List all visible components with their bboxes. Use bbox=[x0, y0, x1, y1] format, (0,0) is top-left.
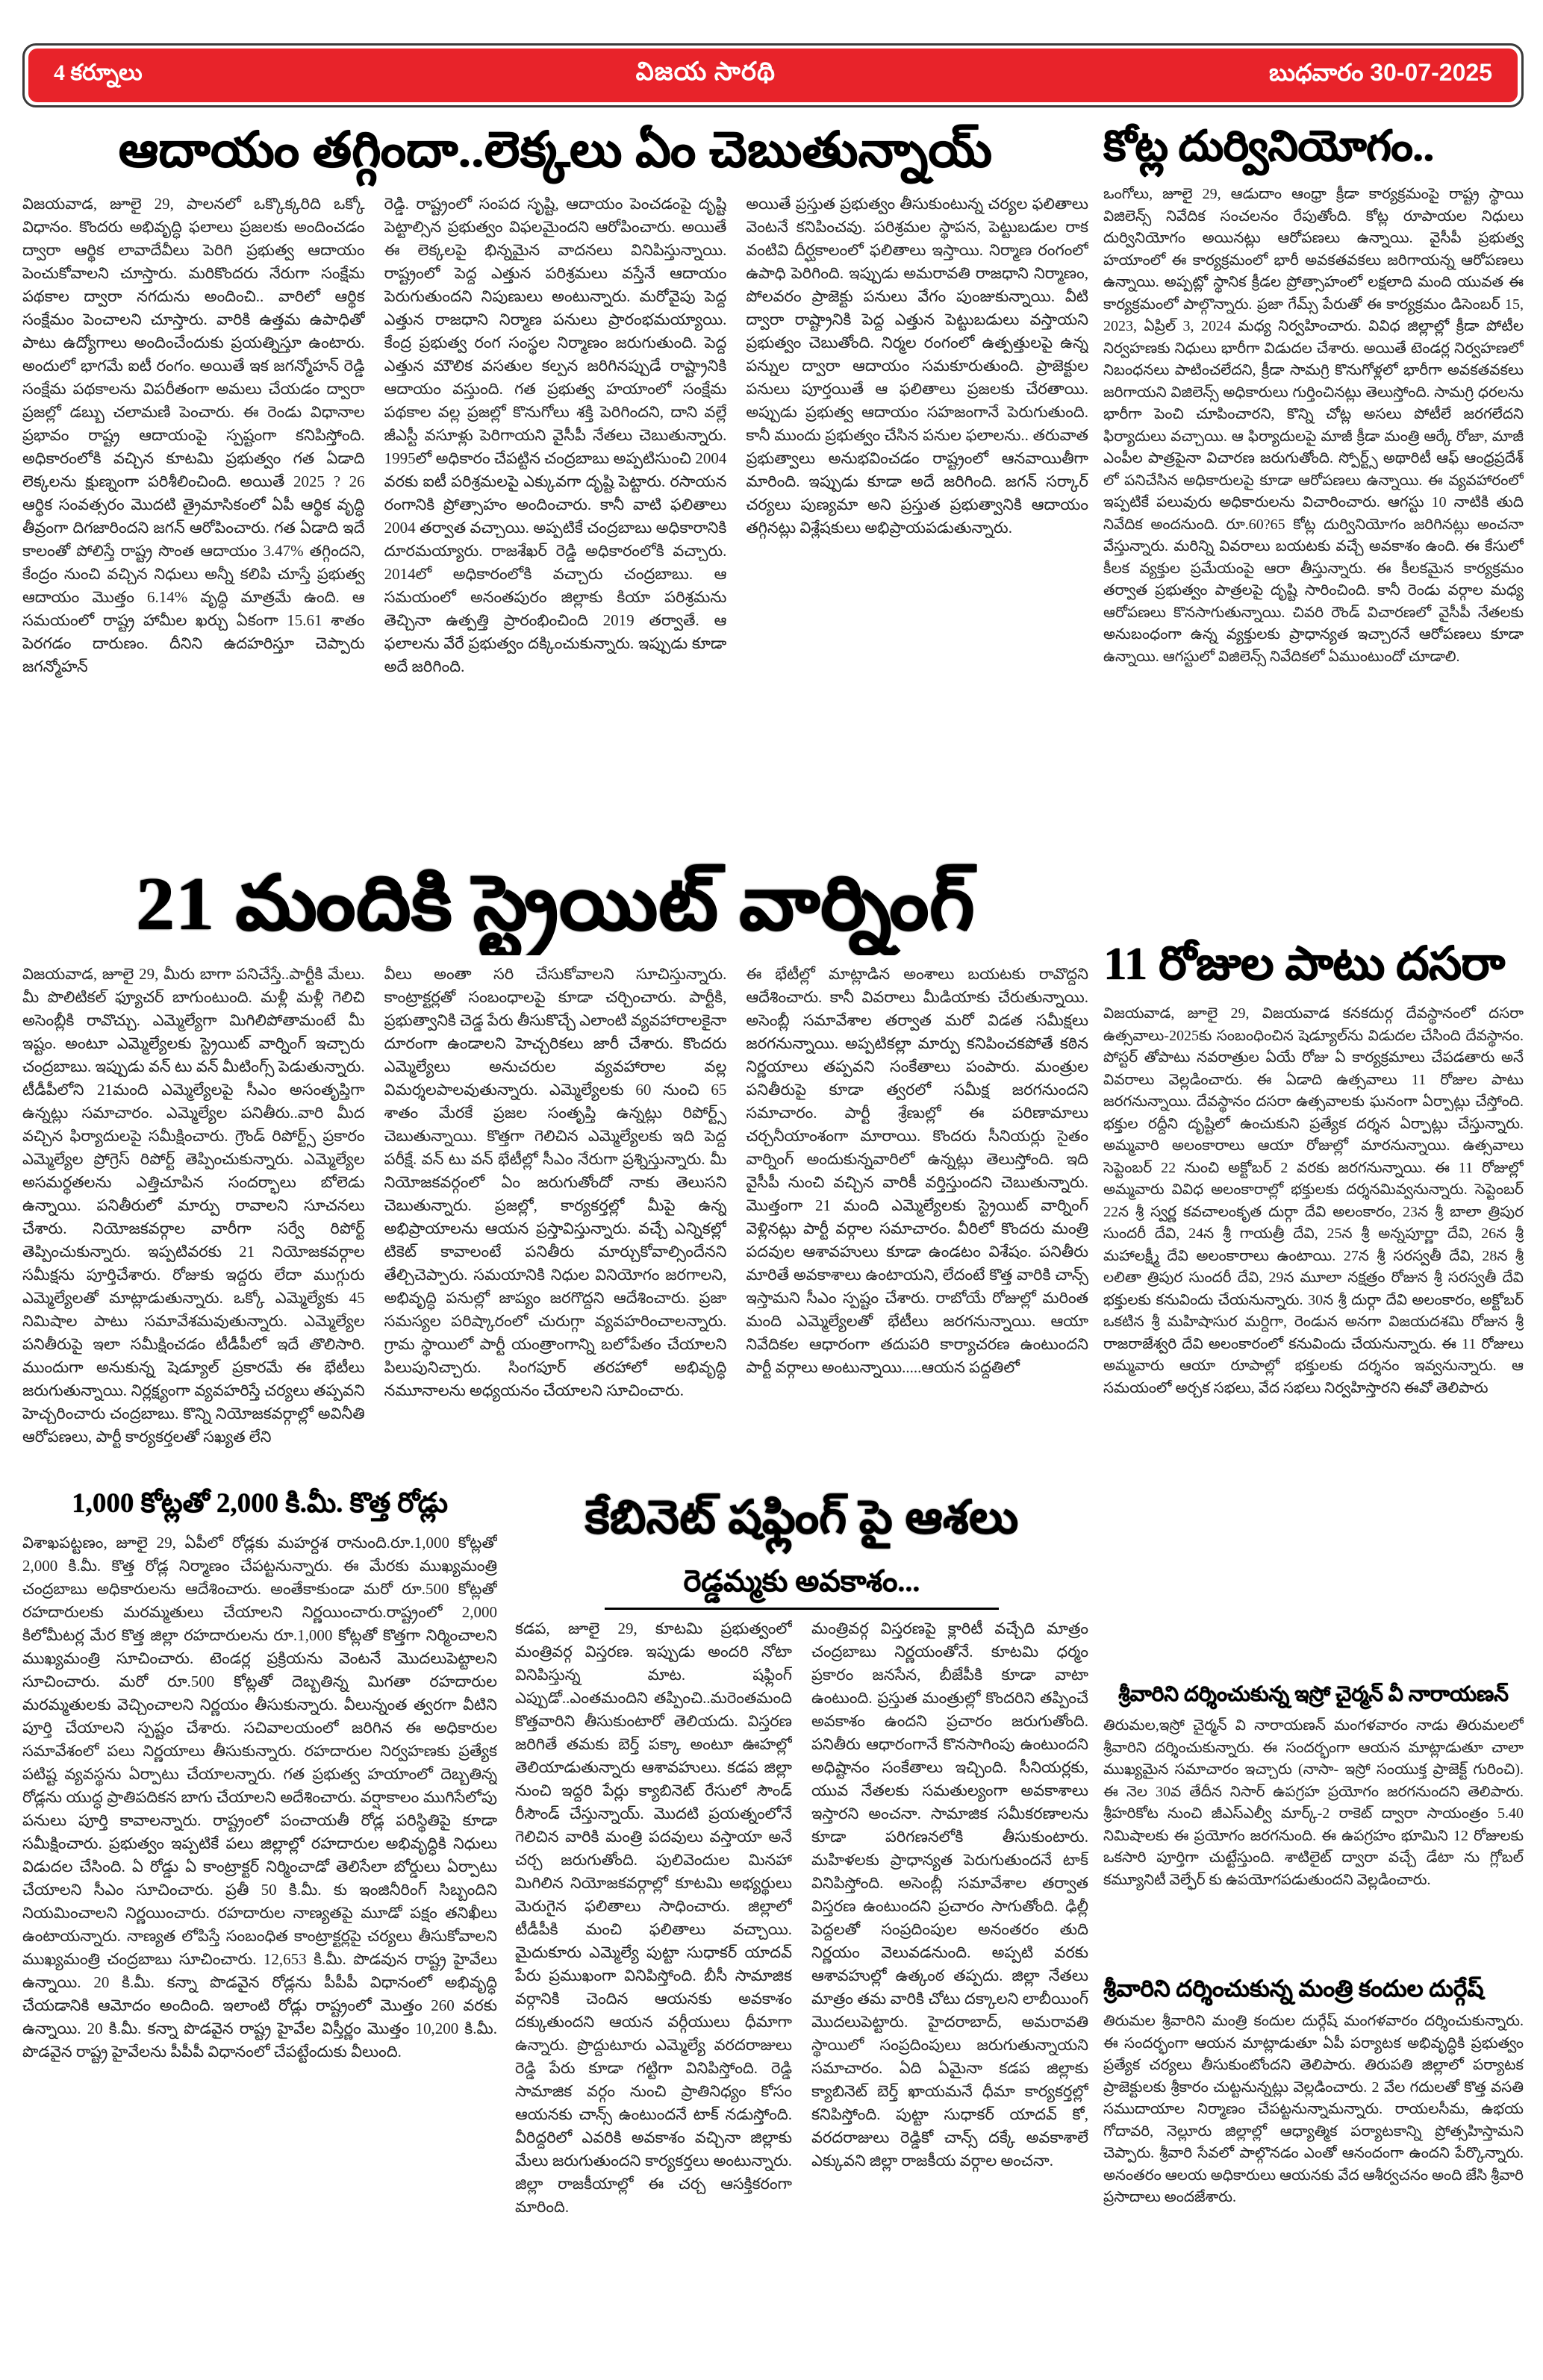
article-cabinet bbox=[515, 1479, 1088, 2343]
income-column-1: విజయవాడ, జూలై 29, పాలనలో ఒక్కొక్కరిది ఒక్కో విధానం. కొందరు అభివృద్ధి ఫలాలు ప్రజలకు అందించడం ద్వారా ఆర్థిక లావాదేవీలు పెరిగి ప్రభుత్వ ఆదాయం పెంచుకోవాలని చూస్తారు. మరికొందరు నేరుగా సంక్షేమ పథకాల ద్వారా నగదును అందించి.. వారిలో ఆర్థిక సంక్షేమం పెంచాలని చూస్తారు. వారికి ఉత్తమ ఉపాధితో పాటు ఉద్యోగాలు అందించేందుకు ప్రయత్నిస్తూ ఉంటారు. అందులో భాగమే ఐటీ రంగం. అయితే ఇక జగన్మోహన్ రెడ్డి సంక్షేమ పథకాలను విపరీతంగా అమలు చేయడం ద్వారా ప్రజల్లో డబ్బు చలామణి పెంచారు. ఈ రెండు విధానాల ప్రభావం రాష్ట్ర ఆదాయంపై స్పష్టంగా కనిపిస్తోంది. అధికారంలోకి వచ్చిన కూటమి ప్రభుత్వం గత ఏడాది లెక్కలను క్షుణ్నంగా పరిశీలించింది. అయితే 2025 ? 26 ఆర్థిక సంవత్సరం మొదటి త్రైమాసికంలో ఏపీ ఆర్థిక వృద్ధి తీవ్రంగా దిగజారిందని జగన్ ఆరోపించారు. గత ఏడాది ఇదే కాలంతో పోలిస్తే రాష్ట్ర సొంత ఆదాయం 3.47% తగ్గిందని, కేంద్రం నుంచి వచ్చిన నిధులు అన్నీ కలిపి చూస్తే ప్రభుత్వ ఆదాయం మొత్తం 6.14% వృద్ధి మాత్రమే ఉంది. ఆ సమయంలో రాష్ట్ర హామీల ఖర్చు ఏకంగా 15.61 శాతం పెరగడం దారుణం. దీనిని ఉదహరిస్తూ చెప్పారు జగన్మోహన్ bbox=[22, 195, 365, 675]
income-column-2: రెడ్డి. రాష్ట్రంలో సంపద సృష్టి, ఆదాయం పెంచడంపై దృష్టి పెట్టాల్సిన ప్రభుత్వం విఫలమైందని ఆరోపించారు. అయితే ఈ లెక్కలపై భిన్నమైన వాదనలు వినిపిస్తున్నాయి. రాష్ట్రంలో పెద్ద ఎత్తున పరిశ్రమలు వస్తేనే ఆదాయం పెరుగుతుందని నిపుణులు అంటున్నారు. మరోవైపు పెద్ద ఎత్తున రాజధాని నిర్మాణ పనులు ప్రారంభమయ్యాయి. కేంద్ర ప్రభుత్వ రంగ సంస్థల నిర్మాణం జరుగుతుంది. పెద్ద ఎత్తున మౌలిక వసతుల కల్పన జరిగినప్పుడే రాష్ట్రానికి ఆదాయం వస్తుంది. గత ప్రభుత్వ హయాంలో సంక్షేమ పథకాల వల్ల ప్రజల్లో కొనుగోలు శక్తి పెరిగిందని, దాని వల్లే జీఎస్టీ వసూళ్లు పెరిగాయని వైసీపీ నేతలు చెబుతున్నారు. 1995లో అధికారం చేపట్టిన చంద్రబాబు అప్పటిసుంచి 2004 వరకు ఐటీ పరిశ్రమలపై ఎక్కువగా దృష్టి పెట్టారు. రసాయన రంగానికి ప్రోత్సాహం అందించారు. కానీ వాటి ఫలితాలు 2004 తర్వాత వచ్చాయి. అప్పటికే చంద్రబాబు అధికారానికి దూరమయ్యారు. రాజశేఖర్ రెడ్డి అధికారంలోకి వచ్చారు. 2014లో అధికారంలోకి వచ్చారు చంద్రబాబు. ఆ సమయంలో అనంతపురం జిల్లాకు కియా పరిశ్రమను తెచ్చినా ఉత్పత్తి ప్రారంభించింది 2019 తర్వాతే. ఆ ఫలాలను వేరే ప్రభుత్వం దక్కించుకున్నారు. ఇప్పుడు కూడా అదే జరిగింది. bbox=[384, 195, 727, 675]
subhead-reddamma: రెడ్డమ్మకు అవకాశం... bbox=[605, 1560, 999, 1610]
kotla-body: ఒంగోలు, జూలై 29, ఆడుదాం ఆంధ్రా క్రీడా కార్యక్రమంపై రాష్ట్ర స్థాయి విజిలెన్స్ నివేదిక సంచలనం రేపుతోంది. కోట్ల రూపాయల నిధులు దుర్వినియోగం అయినట్లు ఆరోపణలు ఉన్నాయి. వైసీపీ ప్రభుత్వ హయాంలో ఈ కార్యక్రమంలో భారీ అవకతవకలు జరిగాయన్న ఆరోపణలు ఉన్నాయి. అప్పట్లో స్థానిక క్రీడల ప్రోత్సాహంలో లక్షలాది మంది యువత ఈ కార్యక్రమంలో పాల్గొన్నారు. ప్రజా గేమ్స్ పేరుతో ఈ కార్యక్రమం డిసెంబర్ 15, 2023, ఏప్రిల్ 3, 2024 మధ్య నిర్వహించారు. వివిధ జిల్లాల్లో క్రీడా పోటీల నిర్వహణకు నిధులు భారీగా విడుదల చేశారు. అయితే టెండర్ల నిర్వహణలో నిబంధనలు పాటించలేదని, క్రీడా సామగ్రి కొనుగోళ్లలో భారీగా అవకతవకలు జరిగాయని విజిలెన్స్ అధికారులు గుర్తించినట్లు తెలుస్తోంది. సామగ్రి ధరలను భారీగా పెంచి చూపించారని, కొన్ని చోట్ల అసలు పోటీలే జరగలేదని ఫిర్యాదులు వచ్చాయి. ఆ ఫిర్యాదులపై మాజీ క్రీడా మంత్రి ఆర్కే రోజా, మాజీ ఎంపీల పాత్రపైనా విచారణ జరుగుతోంది. స్పోర్ట్స్ అథారిటీ ఆఫ్ ఆంధ్రప్రదేశ్ లో పనిచేసిన అధికారులపై కూడా ఆరోపణలు ఉన్నాయి. ఈ వ్యవహారంలో ఇప్పటికే పలువురు అధికారులను విచారించారు. ఆగస్టు 10 నాటికి తుది నివేదిక అందనుంది. రూ.60?65 కోట్ల దుర్వినియోగం జరిగినట్లు అంచనా వేస్తున్నారు. మరిన్ని వివరాలు బయటకు వచ్చే అవకాశం ఉంది. ఈ కేసులో కీలక వ్యక్తుల ప్రమేయంపై ఆరా తీస్తున్నారు. ఈ కీలకమైన కార్యక్రమం తర్వాత ప్రభుత్వం పాత్రలపై దృష్టి సారించింది. కానీ రెండు వర్గాల మధ్య ఆరోపణలు కొనసాగుతున్నాయి. చివరి రౌండ్ విచారణలో వైసీపీ నేతలకు అనుబంధంగా ఉన్న వ్యక్తులకు ప్రాధాన్యత ఇచ్చారనే ఆరోపణలు కూడా ఉన్నాయి. ఆగస్టులో విజిలెన్స్ నివేదికలో ఏముంటుందో చూడాలి. bbox=[1103, 186, 1524, 665]
right-rail bbox=[1103, 115, 1524, 2348]
page-content bbox=[22, 115, 1524, 2348]
isro-body: తిరుమల,ఇస్రో చైర్మన్ వి నారాయణన్ మంగళవారం నాడు తిరుమలలో శ్రీవారిని దర్శించుకున్నారు. ఈ సందర్భంగా ఆయన మాట్లాడుతూ చాలా ముఖ్యమైన సమాచారం ఇచ్చారు (నాసా- ఇస్రో సంయుక్త ప్రాజెక్ట్ గురించి). ఈ నెల 30వ తేదీన నిసార్ ఉపగ్రహ ప్రయోగం జరగనుందని తెలిపారు. శ్రీహరికోట నుంచి జీఎస్ఎల్వీ మార్క్-2 రాకెట్ ద్వారా సాయంత్రం 5.40 నిమిషాలకు ఈ ప్రయోగం జరగనుంది. ఈ ఉపగ్రహం భూమిని 12 రోజులకు ఒకసారి పూర్తిగా చుట్టేస్తుంది. శాటిలైట్ ద్వారా వచ్చే డేటా ను గ్లోబల్ కమ్యూనిటీ వెల్ఫేర్ కు ఉపయోగపడుతుందని వెల్లడించారు. bbox=[1103, 1717, 1524, 1888]
bottom-articles-row bbox=[22, 1479, 1088, 2343]
roads-body: విశాఖపట్టణం, జూలై 29, ఏపీలో రోడ్లకు మహర్దశ రానుంది.రూ.1,000 కోట్లతో 2,000 కి.మీ. కొత్త రోడ్ల నిర్మాణం చేపట్టనున్నారు. ఈ మేరకు ముఖ్యమంత్రి చంద్రబాబు అధికారులను ఆదేశించారు. అంతేకాకుండా మరో రూ.500 కోట్లతో రహదారులకు మరమ్మతులు చేయాలని నిర్ణయించారు.రాష్ట్రంలో 2,000 కిలోమీటర్ల మేర కొత్త జిల్లా రహదారులను రూ.1,000 కోట్లతో కొత్తగా నిర్మించాలని ముఖ్యమంత్రి సూచించారు. టెండర్ల ప్రక్రియను వెంటనే మొదలుపెట్టాలని సూచించారు. మరో రూ.500 కోట్లతో దెబ్బతిన్న మిగతా రహదారుల మరమ్మతులకు వెచ్చించాలని నిర్ణయం తీసుకున్నారు. వీలున్నంత త్వరగా వీటిని పూర్తి చేయాలని స్పష్టం చేశారు. సచివాలయంలో జరిగిన ఈ అధికారుల సమావేశంలో పలు నిర్ణయాలు తీసుకున్నారు. రహదారుల నిర్వహణకు ప్రత్యేక పటిష్ట వ్యవస్థను ఏర్పాటు చేయాలన్నారు. గత ప్రభుత్వ హయాంలో దెబ్బతిన్న రోడ్లను యుద్ధ ప్రాతిపదికన బాగు చేయాలని అదేశించారు. వర్షాకాలం ముగిసేలోపు పనులు పూర్తి కావాలన్నారు. రాష్ట్రంలో పంచాయతీ రోడ్ల పరిస్థితిపై కూడా సమీక్షించారు. ప్రభుత్వం ఇప్పటికే పలు జిల్లాల్లో రహదారుల అభివృద్ధికి నిధులు విడుదల చేసింది. ఏ రోడ్డు ఏ కాంట్రాక్టర్ నిర్మించాడో తెలిసేలా బోర్డులు ఏర్పాటు చేయాలని సీఎం సూచించారు. ప్రతీ 50 కి.మీ. కు ఇంజినీరింగ్ సిబ్బందిని నియమించాలని నిర్ణయించారు. రహదారుల నాణ్యతపై మూడో పక్షం తనిఖీలు ఉంటాయన్నారు. నాణ్యత లోపిస్తే సంబంధిత కాంట్రాక్టర్లపై చర్యలు తీసుకోవాలని ముఖ్యమంత్రి చంద్రబాబు సూచించారు. 12,653 కి.మీ. పొడవున రాష్ట్ర హైవేలు ఉన్నాయి. 20 కి.మీ. కన్నా పొడవైన రోడ్లను పీపీపీ విధానంలో అభివృద్ధి చేయడానికి ఆమోదం అందింది. ఇలాంటి రోడ్లు రాష్ట్రంలో మొత్తం 260 వరకు ఉన్నాయి. 20 కి.మీ. కన్నా పొడవైన రాష్ట్ర హైవేల విస్తీర్ణం మొత్తం 10,200 కి.మీ. పొడవైన రాష్ట్ర హైవేలను పీపీపీ విధానంలో చేపట్టేందుకు వీలుంది. bbox=[22, 1534, 497, 2061]
masthead-bar bbox=[28, 49, 1518, 102]
article-roads bbox=[22, 1479, 497, 2343]
cabinet-column-2: మంత్రివర్గ విస్తరణపై క్లారిటీ వచ్చేది మాత్రం చంద్రబాబు నిర్ణయంతోనే. కూటమి ధర్మం ప్రకారం జనసేన, బీజేపీకి కూడా వాటా ఉంటుంది. ప్రస్తుత మంత్రుల్లో కొందరిని తప్పించే అవకాశం ఉందని ప్రచారం జరుగుతోంది. పనితీరు ఆధారంగానే కొనసాగింపు ఉంటుందని అధిష్టానం సంకేతాలు ఇచ్చింది. సీనియర్లకు, యువ నేతలకు సమతుల్యంగా అవకాశాలు ఇస్తారని అంచనా. సామాజిక సమీకరణాలను కూడా పరిగణనలోకి తీసుకుంటారు. మహిళలకు ప్రాధాన్యత పెరుగుతుందనే టాక్ వినిపిస్తోంది. అసెంబ్లీ సమావేశాల తర్వాత విస్తరణ ఉంటుందని ప్రచారం సాగుతోంది. ఢిల్లీ పెద్దలతో సంప్రదింపుల అనంతరం తుది నిర్ణయం వెలువడనుంది. అప్పటి వరకు ఆశావహుల్లో ఉత్కంఠ తప్పదు. జిల్లా నేతలు మాత్రం తమ వారికి చోటు దక్కాలని లాబీయింగ్ మొదలుపెట్టారు. హైదరాబాద్, అమరావతి స్థాయిలో సంప్రదింపులు జరుగుతున్నాయని సమాచారం. ఏది ఏమైనా కడప జిల్లాకు క్యాబినెట్ బెర్త్ ఖాయమనే ధీమా కార్యకర్తల్లో కనిపిస్తోంది. పుట్టా సుధాకర్ యాదవ్ కో, వరదరాజులు రెడ్డికో చాన్స్ దక్కే అవకాశాలే ఎక్కువని జిల్లా రాజకీయ వర్గాల అంచనా. bbox=[811, 1620, 1088, 2170]
minister-body: తిరుమల శ్రీవారిని మంత్రి కందుల దుర్గేష్ మంగళవారం దర్శించుకున్నారు. ఈ సందర్భంగా ఆయన మాట్లాడుతూ ఏపీ పర్యాటక అభివృద్ధికి ప్రభుత్వం ప్రత్యేక చర్యలు తీసుకుంటోందని తెలిపారు. తిరుపతి జిల్లాలో పర్యాటక ప్రాజెక్టులకు శ్రీకారం చుట్టనున్నట్లు వెల్లడించారు. 2 వేల గదులతో కొత్త వసతి సముదాయాల నిర్మాణం చేపట్టనున్నామన్నారు. రాయలసీమ, ఉభయ గోదావరి, నెల్లూరు జిల్లాల్లో ఆధ్యాత్మిక పర్యాటకాన్ని ప్రోత్సహిస్తామని చెప్పారు. శ్రీవారి సేవలో పాల్గొనడం ఎంతో ఆనందంగా ఉందని పేర్కొన్నారు. అనంతరం ఆలయ అధికారులు ఆయనకు వేద ఆశీర్వచనం అంది జేసి శ్రీవారి ప్రసాదాలు అందజేశారు. bbox=[1103, 2013, 1524, 2205]
headline-dasara: 11 రోజుల పాటు దసరా bbox=[1103, 939, 1505, 990]
headline-warning: 21 మందికి స్ట్రెయిట్ వార్నింగ్ bbox=[135, 862, 976, 946]
masthead-frame bbox=[22, 43, 1524, 107]
paper-name: విజయ సారథి bbox=[635, 58, 776, 86]
headline-roads: 1,000 కోట్లతో 2,000 కి.మీ. కొత్త రోడ్లు bbox=[72, 1488, 448, 1519]
article-warning-body bbox=[22, 963, 1088, 1475]
headline-income: ఆదాయం తగ్గిందా..లెక్కలు ఏం చెబుతున్నాయ్ bbox=[118, 123, 993, 178]
article-income-body bbox=[22, 193, 1088, 852]
subhead-isro: శ్రీవారిని దర్శించుకున్న ఇస్రో చైర్మన్ వీ నారాయణన్ bbox=[1118, 1683, 1509, 1706]
subhead-minister: శ్రీవారిని దర్శించుకున్న మంత్రి కందుల దుర్గేష్ bbox=[1103, 1975, 1484, 2002]
page-number-label: 4 కర్నూలు bbox=[54, 60, 143, 85]
cabinet-column-1: కడప, జూలై 29, కూటమి ప్రభుత్వంలో మంత్రివర్గ విస్తరణ. ఇప్పుడు అందరి నోటా వినిపిస్తున్న మాట. షఫ్లింగ్ ఎప్పుడో..ఎంతమందిని తప్పించి..మరెంతమంది కొత్తవారిని తీసుకుంటారో తెలియదు. విస్తరణ జరిగితే తమకు బెర్త్ పక్కా అంటూ ఊహల్లో తెలియాడుతున్నారు ఆశావహులు. కడప జిల్లా నుంచి ఇద్దరి పేర్లు క్యాబినెట్ రేసులో సౌండ్ రీసౌండ్ చేస్తున్నాయ్. మొదటి ప్రయత్నంలోనే గెలిచిన వారికి మంత్రి పదవులు వస్తాయా అనే చర్చ జరుగుతోంది. పులివెందుల మినహా మిగిలిన నియోజకవర్గాల్లో కూటమి అభ్యర్థులు మెరుగైన ఫలితాలు సాధించారు. జిల్లాలో టీడీపీకి మంచి ఫలితాలు వచ్చాయి. మైదుకూరు ఎమ్మెల్యే పుట్టా సుధాకర్ యాదవ్ పేరు ప్రముఖంగా వినిపిస్తోంది. బీసీ సామాజిక వర్గానికి చెందిన ఆయనకు అవకాశం దక్కుతుందని ఆయన వర్గీయులు ధీమాగా ఉన్నారు. ప్రొద్దుటూరు ఎమ్మెల్యే వరదరాజులు రెడ్డి పేరు కూడా గట్టిగా వినిపిస్తోంది. రెడ్డి సామాజిక వర్గం నుంచి ప్రాతినిధ్యం కోసం ఆయనకు చాన్స్ ఉంటుందనే టాక్ నడుస్తోంది. వీరిద్దరిలో ఎవరికి అవకాశం వచ్చినా జిల్లాకు మేలు జరుగుతుందని కార్యకర్తలు అంటున్నారు. జిల్లా రాజకీయాల్లో ఈ చర్చ ఆసక్తికరంగా మారింది. bbox=[515, 1620, 792, 2216]
date-label: బుధవారం 30-07-2025 bbox=[1269, 58, 1492, 86]
main-section bbox=[22, 115, 1088, 2348]
cabinet-body bbox=[515, 1617, 1088, 2338]
income-column-3: అయితే ప్రస్తుత ప్రభుత్వం తీసుకుంటున్న చర్యల ఫలితాలు వెంటనే కనిపించవు. పరిశ్రమల స్థాపన, పెట్టుబడుల రాక వంటివి దీర్ఘకాలంలో ఫలితాలు ఇస్తాయి. నిర్మాణ రంగంలో ఉపాధి పెరిగింది. ఇప్పుడు అమరావతి రాజధాని నిర్మాణం, పోలవరం ప్రాజెక్టు పనులు వేగం పుంజుకున్నాయి. వీటి ద్వారా రాష్ట్రానికి పెద్ద ఎత్తున పెట్టుబడులు వస్తాయని ప్రభుత్వం చెబుతోంది. నిర్మల రంగంలో ఉత్పత్తులపై ఉన్న పన్నుల ద్వారా ఆదాయం సమకూరుతుంది. ప్రాజెక్టుల పనులు పూర్తయితే ఆ ఫలితాలు ప్రజలకు చేరతాయి. అప్పుడు ప్రభుత్వ ఆదాయం సహజంగానే పెరుగుతుంది. కానీ ముందు ప్రభుత్వం చేసిన పనుల ఫలాలను.. తరువాత ప్రభుత్వాలు అనుభవించడం రాష్ట్రంలో ఆనవాయితీగా మారింది. ఇప్పుడు కూడా అదే జరిగింది. జగన్ సర్కార్ చర్యలు పుణ్యమా అని ప్రస్తుత ప్రభుత్వానికి ఆదాయం తగ్గినట్లు విశ్లేషకులు అభిప్రాయపడుతున్నారు. bbox=[746, 195, 1089, 537]
warning-column-1: విజయవాడ, జూలై 29, మీరు బాగా పనిచేస్తే..పార్టీకి మేలు. మీ పొలిటికల్ ఫ్యూచర్ బాగుంటుంది. మళ్లీ మళ్లీ గెలిచి అసెంబ్లీకి రావొచ్చు. ఎమ్మెల్యేగా మిగిలిపోతామంటే మీ ఇష్టం. అంటూ ఎమ్మెల్యేలకు స్ట్రెయిట్ వార్నింగ్ ఇచ్చారు చంద్రబాబు. ఇప్పుడు వన్ టు వన్ మీటింగ్స్ పెడుతున్నారు. టీడీపీలోని 21మంది ఎమ్మెల్యేలపై సీఎం అసంతృప్తిగా ఉన్నట్లు సమాచారం. ఎమ్మెల్యేల పనితీరు..వారి మీద వచ్చిన ఫిర్యాదులపై సమీక్షించారు. గ్రౌండ్ రిపోర్ట్స్ ప్రకారం ఎమ్మెల్యేల ప్రోగ్రెస్ రిపోర్ట్ తెప్పించుకున్నారు. ఎమ్మెల్యేల అసమర్థతలను ఎత్తిచూపిన సందర్భాలు బోలెడు ఉన్నాయి. పనితీరులో మార్పు రావాలని సూచనలు చేశారు. నియోజకవర్గాల వారీగా సర్వే రిపోర్ట్ తెప్పించుకున్నారు. ఇప్పటివరకు 21 నియోజకవర్గాల సమీక్షను పూర్తిచేశారు. రోజుకు ఇద్దరు లేదా ముగ్గురు ఎమ్మెల్యేలతో మాట్లాడుతున్నారు. ఒక్కో ఎమ్మెల్యేకు 45 నిమిషాల పాటు సమావేశమవుతున్నారు. ఎమ్మెల్యేల పనితీరుపై ఇలా సమీక్షించడం టీడీపీలో ఇదే తొలిసారి. ముందుగా అనుకున్న షెడ్యూల్ ప్రకారమే ఈ భేటీలు జరుగుతున్నాయి. నిర్లక్ష్యంగా వ్యవహరిస్తే చర్యలు తప్పవని హెచ్చరించారు చంద్రబాబు. కొన్ని నియోజకవర్గాల్లో అవినీతి ఆరోపణలు, పార్టీ కార్యకర్తలతో సఖ్యత లేని bbox=[22, 965, 365, 1446]
dasara-body: విజయవాడ, జూలై 29, విజయవాడ కనకదుర్గ దేవస్థానంలో దసరా ఉత్సవాలు-2025కు సంబంధించిన షెడ్యూల్‌ను విడుదల చేసింది దేవస్థానం. పోస్టర్ తోపాటు నవరాత్రుల ఏయే రోజు ఏ కార్యక్రమాలు చేపడతారు అనే వివరాలు వెల్లడించారు. ఈ ఏడాది ఉత్సవాలు 11 రోజుల పాటు జరగనున్నాయి. దేవస్థానం దసరా ఉత్సవాలకు ఘనంగా ఏర్పాట్లు చేస్తోంది. భక్తుల రద్దీని దృష్టిలో ఉంచుకుని ప్రత్యేక దర్శన ఏర్పాట్లు చేస్తున్నారు. అమ్మవారి అలంకారాలు ఆయా రోజుల్లో మారనున్నాయి. ఉత్సవాలు సెప్టెంబర్ 22 నుంచి అక్టోబర్ 2 వరకు జరగనున్నాయి. ఈ 11 రోజుల్లో అమ్మవారు వివిధ అలంకారాల్లో భక్తులకు దర్శనమివ్వనున్నారు. సెప్టెంబర్ 22న శ్రీ స్వర్ణ కవచాలంకృత దుర్గా దేవి అలంకారం, 23న శ్రీ బాలా త్రిపుర సుందరీ దేవి, 24న శ్రీ గాయత్రీ దేవి, 25న శ్రీ అన్నపూర్ణా దేవి, 26న శ్రీ మహాలక్ష్మీ దేవి అలంకారాలు ఉంటాయి. 27న శ్రీ సరస్వతీ దేవి, 28న శ్రీ లలితా త్రిపుర సుందరీ దేవి, 29న మూలా నక్షత్రం రోజున శ్రీ సరస్వతీ దేవి భక్తులకు కనువిందు చేయనున్నారు. 30న శ్రీ దుర్గా దేవి అలంకారం, అక్టోబర్ ఒకటిన శ్రీ మహిషాసుర మర్దిగా, రెండున అనగా విజయదశమి రోజున శ్రీ రాజరాజేశ్వరి దేవి అలంకారంలో కనువిందు చేయనున్నారు. ఈ 11 రోజులు అమ్మవారు ఆయా రూపాల్లో భక్తులకు దర్శనం ఇవ్వనున్నారు. ఆ సమయంలో అర్చక సభలు, వేద సభలు నిర్వహిస్తారని ఈవో తెలిపారు bbox=[1103, 1005, 1524, 1396]
headline-kotla: కోట్ల దుర్వినియోగం.. bbox=[1103, 123, 1434, 170]
warning-column-3: ఈ భేటీల్లో మాట్లాడిన అంశాలు బయటకు రావొద్దని ఆదేశించారు. కానీ వివరాలు మీడియాకు చేరుతున్నాయి. అసెంబ్లీ సమావేశాల తర్వాత మరో విడత సమీక్షలు జరగనున్నాయి. అప్పటికల్లా మార్పు కనిపించకపోతే కఠిన నిర్ణయాలు తప్పవని సంకేతాలు పంపారు. మంత్రుల పనితీరుపై కూడా త్వరలో సమీక్ష జరగనుందని సమాచారం. పార్టీ శ్రేణుల్లో ఈ పరిణామాలు చర్చనీయాంశంగా మారాయి. కొందరు సీనియర్లు సైతం వార్నింగ్ అందుకున్నవారిలో ఉన్నట్లు తెలుస్తోంది. ఇది వైసీపీ నుంచి వచ్చిన వారికీ వర్తిస్తుందని చెబుతున్నారు. మొత్తంగా 21 మంది ఎమ్మెల్యేలకు స్ట్రెయిట్ వార్నింగ్ వెళ్లినట్లు పార్టీ వర్గాల సమాచారం. వీరిలో కొందరు మంత్రి పదవుల ఆశావహులు కూడా ఉండటం విశేషం. పనితీరు మారితే అవకాశాలు ఉంటాయని, లేదంటే కొత్త వారికి చాన్స్ ఇస్తామని సీఎం స్పష్టం చేశారు. రాబోయే రోజుల్లో మరింత మంది ఎమ్మెల్యేలతో భేటీలు జరగనున్నాయి. ఆయా నివేదికల ఆధారంగా తదుపరి కార్యాచరణ ఉంటుందని పార్టీ వర్గాలు అంటున్నాయి.....ఆయన పద్దతిలో bbox=[746, 965, 1089, 1376]
warning-column-2: వీలు అంతా సరి చేసుకోవాలని సూచిస్తున్నారు. కాంట్రాక్టర్లతో సంబంధాలపై కూడా చర్చించారు. పార్టీకి, ప్రభుత్వానికి చెడ్డ పేరు తీసుకొచ్చే ఎలాంటి వ్యవహారాలకైనా దూరంగా ఉండాలని హెచ్చరికలు జారీ చేశారు. కొందరు ఎమ్మెల్యేలు అనుచరుల వ్యవహారాల వల్ల విమర్శలపాలవుతున్నారు. ఎమ్మెల్యేలకు 60 నుంచి 65 శాతం మేరకే ప్రజల సంతృప్తి ఉన్నట్లు రిపోర్ట్స్ చెబుతున్నాయి. కొత్తగా గెలిచిన ఎమ్మెల్యేలకు ఇది పెద్ద పరీక్షే. వన్ టు వన్ భేటీల్లో సీఎం నేరుగా ప్రశ్నిస్తున్నారు. మీ నియోజకవర్గంలో ఏం జరుగుతోందో నాకు తెలుసని చెబుతున్నారు. ప్రజల్లో, కార్యకర్తల్లో మీపై ఉన్న అభిప్రాయాలను ఆయన ప్రస్తావిస్తున్నారు. వచ్చే ఎన్నికల్లో టికెట్ కావాలంటే పనితీరు మార్చుకోవాల్సిందేనని తేల్చిచెప్పారు. సమయానికి నిధుల వినియోగం జరగాలని, అభివృద్ధి పనుల్లో జాప్యం జరగొద్దని ఆదేశించారు. ప్రజా సమస్యల పరిష్కారంలో చురుగ్గా వ్యవహరించాలన్నారు. గ్రామ స్థాయిలో పార్టీ యంత్రాంగాన్ని బలోపేతం చేయాలని పిలుపునిచ్చారు. సింగపూర్ తరహాలో అభివృద్ధి నమూనాలను అధ్యయనం చేయాలని సూచించారు. bbox=[384, 965, 727, 1399]
headline-cabinet: కేబినెట్ షఫ్లింగ్ పై ఆశలు bbox=[585, 1493, 1019, 1543]
